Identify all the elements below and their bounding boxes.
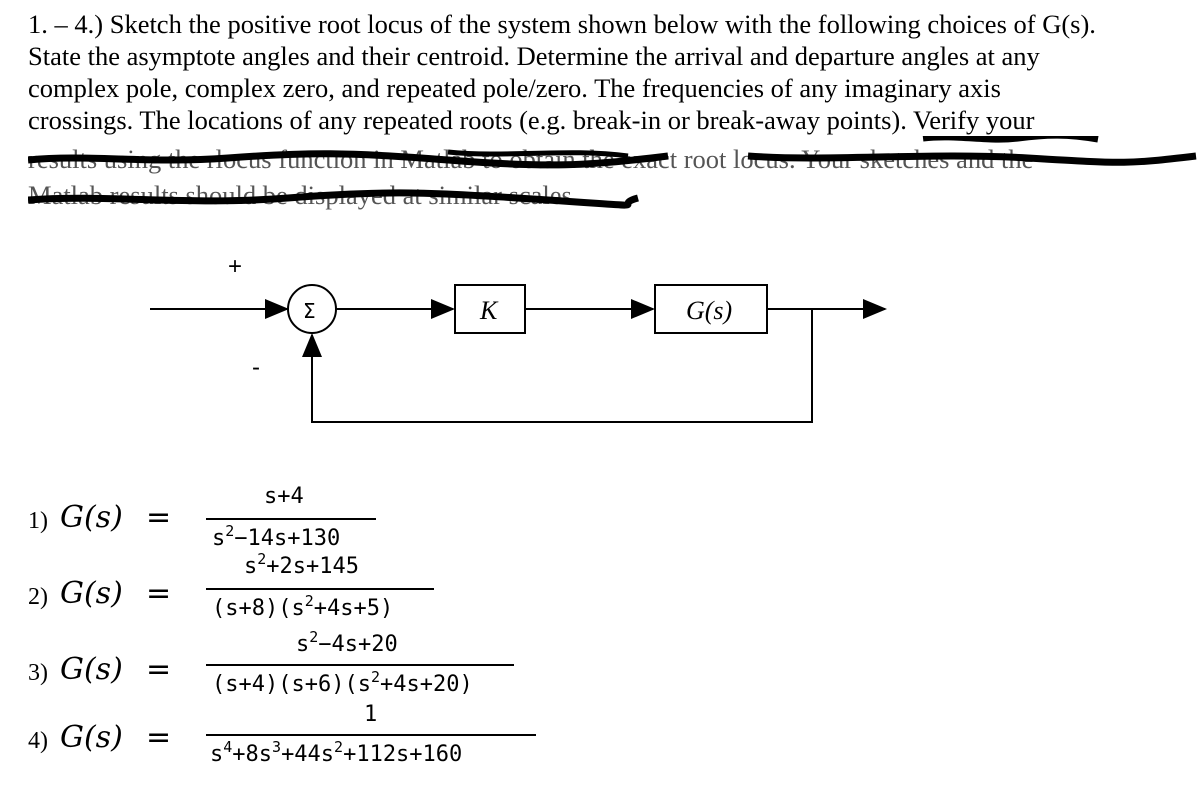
minus-sign: - [252,354,260,381]
eq-lhs: G(s) [60,652,123,687]
eq-equals: = [146,500,172,535]
eq-lhs: G(s) [60,720,123,755]
eq-label: 3) [28,660,48,686]
eq-denominator: $(s+8)(s^2+4s+5)$ [212,592,394,621]
eq-label: 1) [28,508,48,534]
struck-line-2: Matlab results should be displayed at similar scales. [28,180,579,210]
eq-lhs: G(s) [60,576,123,611]
eq-equals: = [146,652,172,687]
fraction-bar [206,588,434,590]
eq-equals: = [146,576,172,611]
eq-numerator: $s^2+2s+145$ [244,550,359,579]
eq-denominator: $(s+4)(s+6)(s^2+4s+20)$ [212,668,473,697]
eq-equals: = [146,720,172,755]
problem-line-2: State the asymptote angles and their centroid. Determine the arrival and departure angles at any [28,41,1040,71]
problem-statement [28,8,1196,136]
eq-numerator: $s^2-4s+20$ [296,628,398,657]
struck-line-1: results using the rlocus function in Matlab to obtain the exact root locus. Your sketches and the [28,144,1034,174]
scribbled-text [28,136,1198,216]
block-diagram [0,240,1200,440]
problem-line-1: 1. – 4.) Sketch the positive root locus of the system shown below with the following choices of G(s). [28,9,1096,39]
eq-numerator: 1 [364,702,378,727]
fraction-bar [206,734,536,736]
scribble-marks [28,136,1198,216]
eq-lhs: G(s) [60,500,123,535]
plus-sign: + [228,253,243,280]
eq-label: 2) [28,584,48,610]
sigma-symbol: Σ [303,299,316,323]
problem-line-4: crossings. The locations of any repeated roots (e.g. break-in or break-away points). Verify your [28,105,1035,135]
eq-label: 4) [28,728,48,754]
plant-label: G(s) [686,296,733,325]
eq-numerator: s+4 [264,484,304,509]
fraction-bar [206,664,514,666]
fraction-bar [206,518,376,520]
eq-denominator: $s^4+8s^3+44s^2+112s+160$ [210,738,463,767]
eq-denominator: $s^2-14s+130$ [212,522,341,551]
gain-label: K [480,296,498,325]
problem-line-3: complex pole, complex zero, and repeated pole/zero. The frequencies of any imaginary axis [28,73,1001,103]
